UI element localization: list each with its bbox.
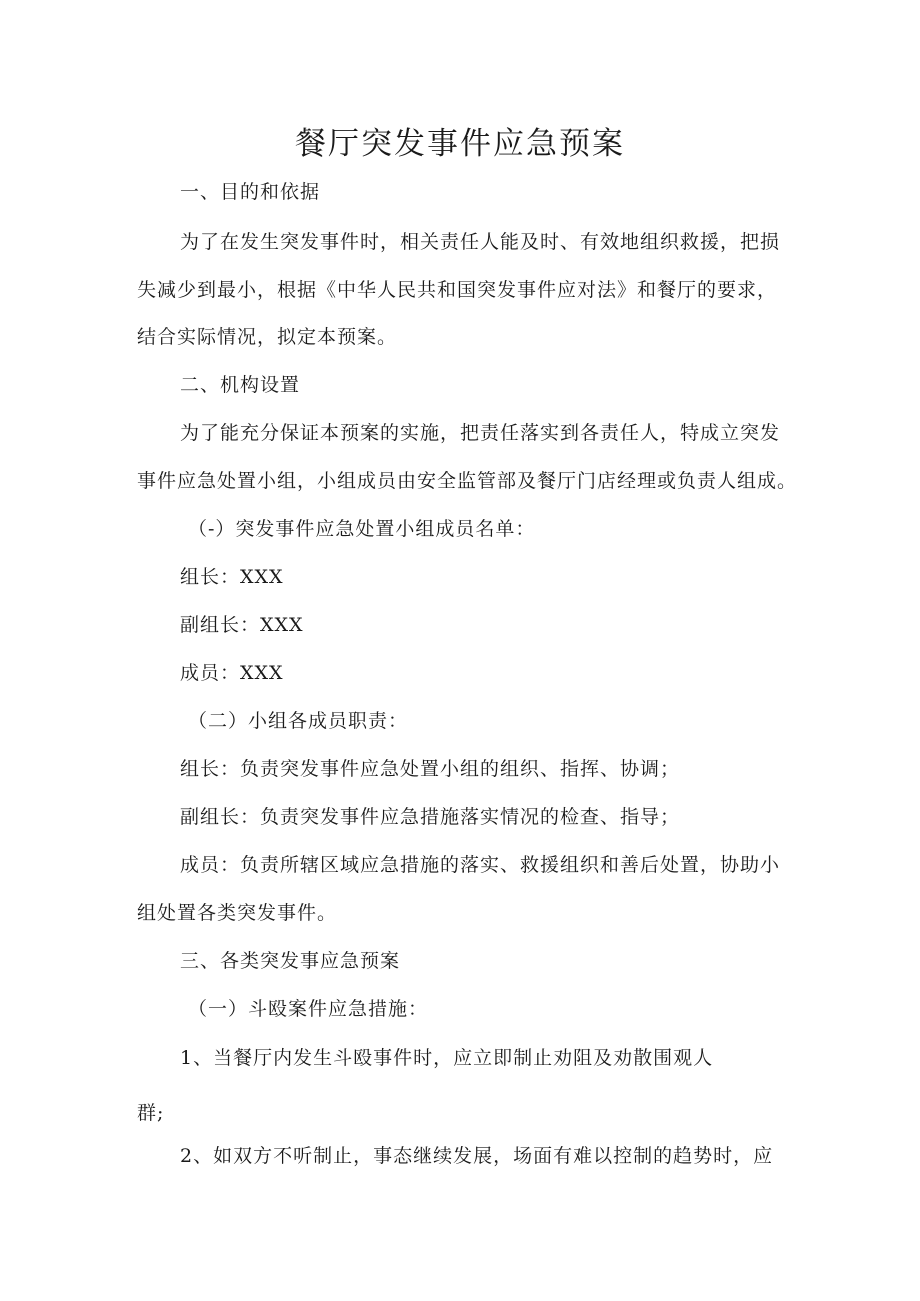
heading-emergency-plans: 三、各类突发事应急预案	[180, 950, 401, 972]
document-title: 餐厅突发事件应急预案	[295, 126, 625, 162]
subheading-duties: （二）小组各成员职责：	[188, 710, 409, 732]
member-deputy-leader: 副组长：XXX	[180, 614, 304, 636]
paragraph-line: 失减少到最小，根据《中华人民共和国突发事件应对法》和餐厅的要求，	[137, 279, 778, 301]
measure-item-2: 2、如双方不听制止，事态继续发展，场面有难以控制的趋势时，应	[180, 1145, 774, 1167]
paragraph-line: 为了能充分保证本预案的实施，把责任落实到各责任人，特成立突发	[180, 422, 781, 444]
member-leader: 组长：XXX	[180, 566, 284, 588]
paragraph-line: 群;	[137, 1102, 165, 1124]
paragraph-line: 为了在发生突发事件时，相关责任人能及时、有效地组织救援，把损	[180, 231, 781, 253]
heading-purpose: 一、目的和依据	[180, 181, 321, 203]
measure-item-1: 1、当餐厅内发生斗殴事件时，应立即制止劝阻及劝散围观人	[180, 1047, 714, 1069]
subheading-member-list: （-）突发事件应急处置小组成员名单：	[188, 518, 536, 540]
duty-deputy-leader: 副组长：负责突发事件应急措施落实情况的检查、指导；	[180, 806, 681, 828]
duty-leader: 组长：负责突发事件应急处置小组的组织、指挥、协调；	[180, 758, 681, 780]
heading-organization: 二、机构设置	[180, 374, 301, 396]
subheading-fight-measures: （一）斗殴案件应急措施：	[188, 998, 429, 1020]
member-members: 成员：XXX	[180, 662, 284, 684]
paragraph-line: 事件应急处置小组，小组成员由安全监管部及餐厅门店经理或负责人组成。	[137, 470, 798, 492]
paragraph-line: 结合实际情况，拟定本预案。	[137, 326, 398, 348]
paragraph-line: 组处置各类突发事件。	[137, 902, 338, 924]
duty-members: 成员：负责所辖区域应急措施的落实、救援组织和善后处置，协助小	[180, 854, 781, 876]
